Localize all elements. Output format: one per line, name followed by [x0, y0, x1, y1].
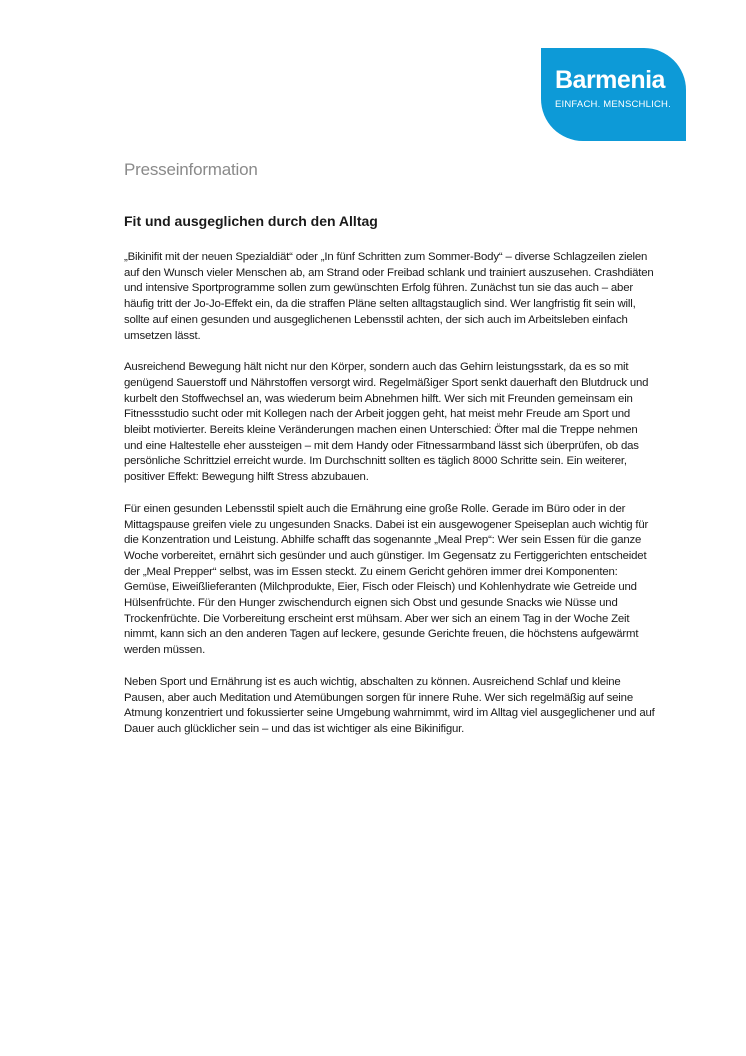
- paragraph-line: persönliche Schrittziel erreicht wurde. Im Durchschnitt sollten es täglich 8000 Schritte sein. Ein weiterer,: [124, 455, 627, 468]
- paragraph-line: Atmung konzentriert und fokussierter seine Umgebung wahrnimmt, wird im Alltag viel ausgeglichener und auf: [124, 707, 655, 720]
- logo-wordmark: Barmenia: [555, 66, 665, 94]
- body-paragraph-1: [124, 250, 694, 344]
- paragraph-line: genügend Sauerstoff und Nährstoffen versorgt wird. Regelmäßiger Sport senkt dauerhaft den Blutdruck und: [124, 376, 649, 389]
- paragraph-line: werden müssen.: [124, 644, 206, 657]
- press-release-title: Fit und ausgeglichen durch den Alltag: [124, 213, 378, 229]
- paragraph-line: die Konzentration und Leistung. Abhilfe schafft das sogenannte „Meal Prep“: Wer sein Essen für die ganze: [124, 534, 642, 547]
- paragraph-line: Neben Sport und Ernährung ist es auch wichtig, abschalten zu können. Ausreichend Schlaf und kleine: [124, 675, 621, 688]
- paragraph-line: sollte auf einen gesunden und ausgeglichenen Lebensstil achten, der sich auch im Arbeitsleben einfach: [124, 313, 628, 326]
- paragraph-line: „Bikinifit mit der neuen Spezialdiät“ oder „In fünf Schritten zum Sommer-Body“ – diverse Schlagzeilen zielen: [124, 251, 648, 263]
- paragraph-line: Gemüse, Eiweißlieferanten (Milchprodukte, Eier, Fisch oder Fleisch) und Kohlenhydrate wie Getreide und: [124, 581, 637, 594]
- paragraph-line: Woche vorbereitet, ernährt sich gesünder und auch günstiger. Im Gegensatz zu Fertiggerichten entscheidet: [124, 549, 647, 562]
- paragraph-line: auf den Wunsch vieler Menschen ab, am Strand oder Freibad schlank und trainiert auszusehen. Crashdiäten: [124, 266, 654, 279]
- body-paragraph-4: [124, 675, 694, 738]
- document-type-label: Presseinformation: [124, 160, 258, 179]
- paragraph-line: Ausreichend Bewegung hält nicht nur den Körper, sondern auch das Gehirn leistungsstark, da es so mit: [124, 361, 629, 374]
- paragraph-line: häufig tritt der Jo-Jo-Effekt ein, da die straffen Pläne selten alltagstauglich sind. Wer langfristig fit sein will,: [124, 298, 636, 311]
- press-release-body: [124, 250, 694, 754]
- barmenia-logo: [541, 48, 686, 141]
- paragraph-line: kurbelt den Stoffwechsel an, was wiederum beim Abnehmen hilft. Wer sich mit Freunden gemeinsam ein: [124, 392, 633, 405]
- paragraph-line: der „Meal Prepper“ selbst, was im Essen steckt. Zu einem Gericht gehören immer drei Komponenten:: [124, 565, 618, 578]
- body-paragraph-2: [124, 360, 694, 486]
- paragraph-line: Pausen, aber auch Meditation und Atemübungen sorgen für innere Ruhe. Wer sich regelmäßig auf seine: [124, 691, 633, 704]
- paragraph-line: nimmt, kann sich an den anderen Tagen auf leckere, gesunde Gerichte freuen, die höchstens aufgewärmt: [124, 628, 639, 641]
- paragraph-line: und eine Haltestelle eher aussteigen – mit dem Handy oder Fitnessarmband lässt sich überprüfen, ob das: [124, 439, 639, 452]
- paragraph-line: positiver Effekt: Bewegung hilft Stress abzubauen.: [124, 471, 369, 484]
- paragraph-line: Fitnessstudio sucht oder mit Kollegen nach der Arbeit joggen geht, hat meist mehr Freude am Sport und: [124, 408, 631, 421]
- paragraph-line: Dauer auch glücklicher sein – und das ist wichtiger als eine Bikinifigur.: [124, 722, 465, 735]
- body-paragraph-3: [124, 502, 694, 659]
- paragraph-line: Für einen gesunden Lebensstil spielt auch die Ernährung eine große Rolle. Gerade im Büro oder in der: [124, 502, 626, 515]
- paragraph-line: bleibt motivierter. Bereits kleine Veränderungen machen einen Unterschied: Öfter mal die Treppe nehmen: [124, 424, 638, 437]
- paragraph-line: Trockenfrüchte. Die Vorbereitung erscheint erst mühsam. Aber wer sich an einem Tag in der Woche Zeit: [124, 612, 630, 625]
- paragraph-line: Hülsenfrüchte. Für den Hunger zwischendurch eignen sich Obst und gesunde Snacks wie Nüsse und: [124, 597, 618, 610]
- paragraph-line: und intensive Sportprogramme sollen zum gewünschten Erfolg führen. Zunächst tun sie das auch – aber: [124, 282, 633, 295]
- paragraph-line: Mittagspause greifen viele zu ungesunden Snacks. Dabei ist ein ausgewogener Speiseplan auch wichtig für: [124, 518, 649, 531]
- logo-claim: EINFACH. MENSCHLICH.: [555, 99, 671, 110]
- paragraph-line: umsetzen lässt.: [124, 329, 201, 342]
